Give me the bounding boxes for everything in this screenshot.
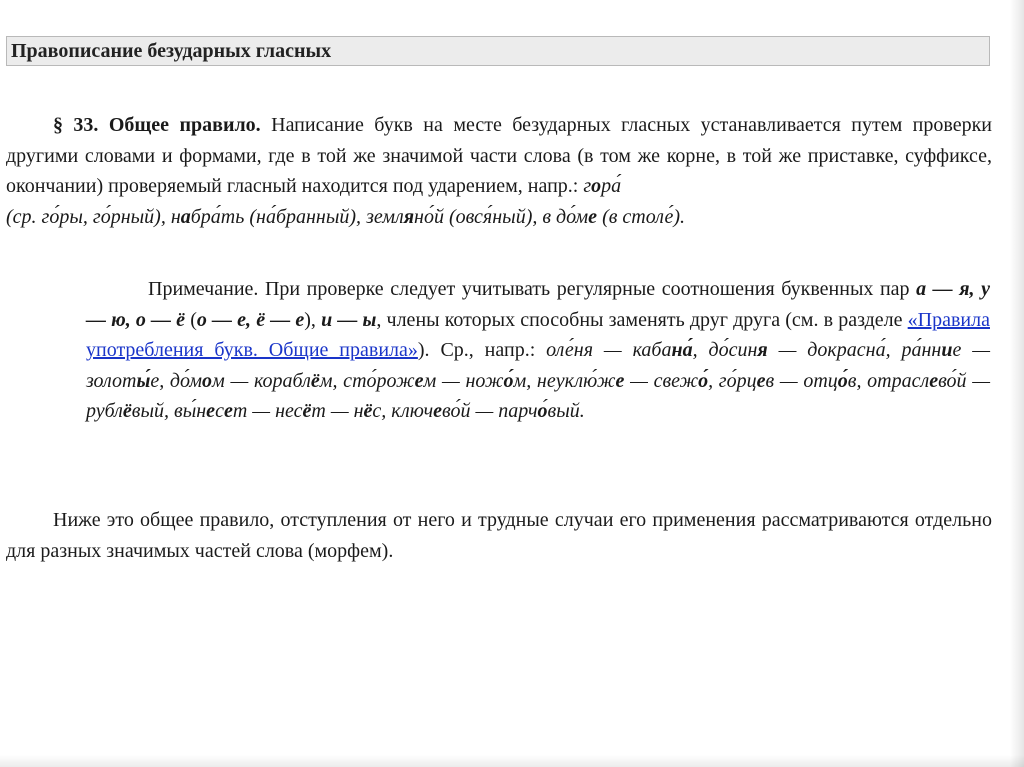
rule-text: Написание букв на месте безударных гласных устанавливается путем проверки другими словами и формами, где в той же значимой части слова (в том же корне, в той же приставке, суффиксе, окончании) проверяемый гласный находится под ударением, напр.:: [6, 114, 992, 197]
example-ovsyanyi: (овся́ный),: [443, 205, 543, 228]
slide-shadow-right: [1010, 0, 1024, 767]
letter-pairs-alt: о — е, ё — е: [196, 308, 305, 331]
note-paragraph: Примечание. При проверке следует учитывать регулярные соотношения буквенных пар а — я, у — ю, о — ё (о — е, ё — е), и — ы, члены которых способны заменять друг друга (см. в разделе «Правила употребления букв. Общие правила»). Ср., напр.: оле́ня — кабана́, до́синя — докрасна́, ра́нние — золоты́е, до́мом — кораблём, сто́рожем — ножо́м, неуклю́же — свежо́, го́рцев — отцо́в, отраслево́й — рублёвый, вы́несет — несёт — нёс, ключево́й — парчо́вый.: [86, 278, 991, 422]
slide-shadow-bottom: [0, 755, 1024, 767]
example-nabrannyi: (на́бранный),: [244, 205, 367, 228]
example-nabrat: набра́ть: [170, 205, 245, 228]
rule-paragraph: [6, 110, 992, 232]
example-v-stole: (в столе́).: [597, 205, 685, 228]
letter-pairs-iy: и — ы: [321, 308, 377, 331]
section-title: Правописание безударных гласных: [6, 36, 990, 66]
conclusion-paragraph: Ниже это общее правило, отступления от него и трудные случаи его применения рассматриваются отдельно для разных значимых частей слова (морфем).: [6, 509, 992, 562]
example-zemlyanoi: земляно́й: [366, 205, 444, 228]
example-gora: гора́: [583, 175, 622, 197]
rule-label: § 33. Общее правило.: [53, 114, 261, 136]
example-gory: (ср. го́ры, го́рный),: [6, 205, 171, 228]
note-intro: Примечание. При проверке следует учитывать регулярные соотношения буквенных пар: [148, 278, 917, 300]
example-v-dome: в до́ме: [542, 205, 598, 228]
note-examples: оле́ня — кабана́, до́синя — докрасна́, ра́нние — золоты́е, до́мом — кораблём, сто́рожем — ножо́м, неуклю́же — свежо́, го́рцев — отцо́в, отраслево́й — рублёвый, вы́несет — несёт — нёс, ключево́й — парчо́вый.: [86, 339, 991, 422]
rules-link[interactable]: «Правила употребления букв. Общие правила»: [86, 308, 990, 361]
letter-pairs: а — я, у — ю, о — ё: [86, 278, 990, 331]
